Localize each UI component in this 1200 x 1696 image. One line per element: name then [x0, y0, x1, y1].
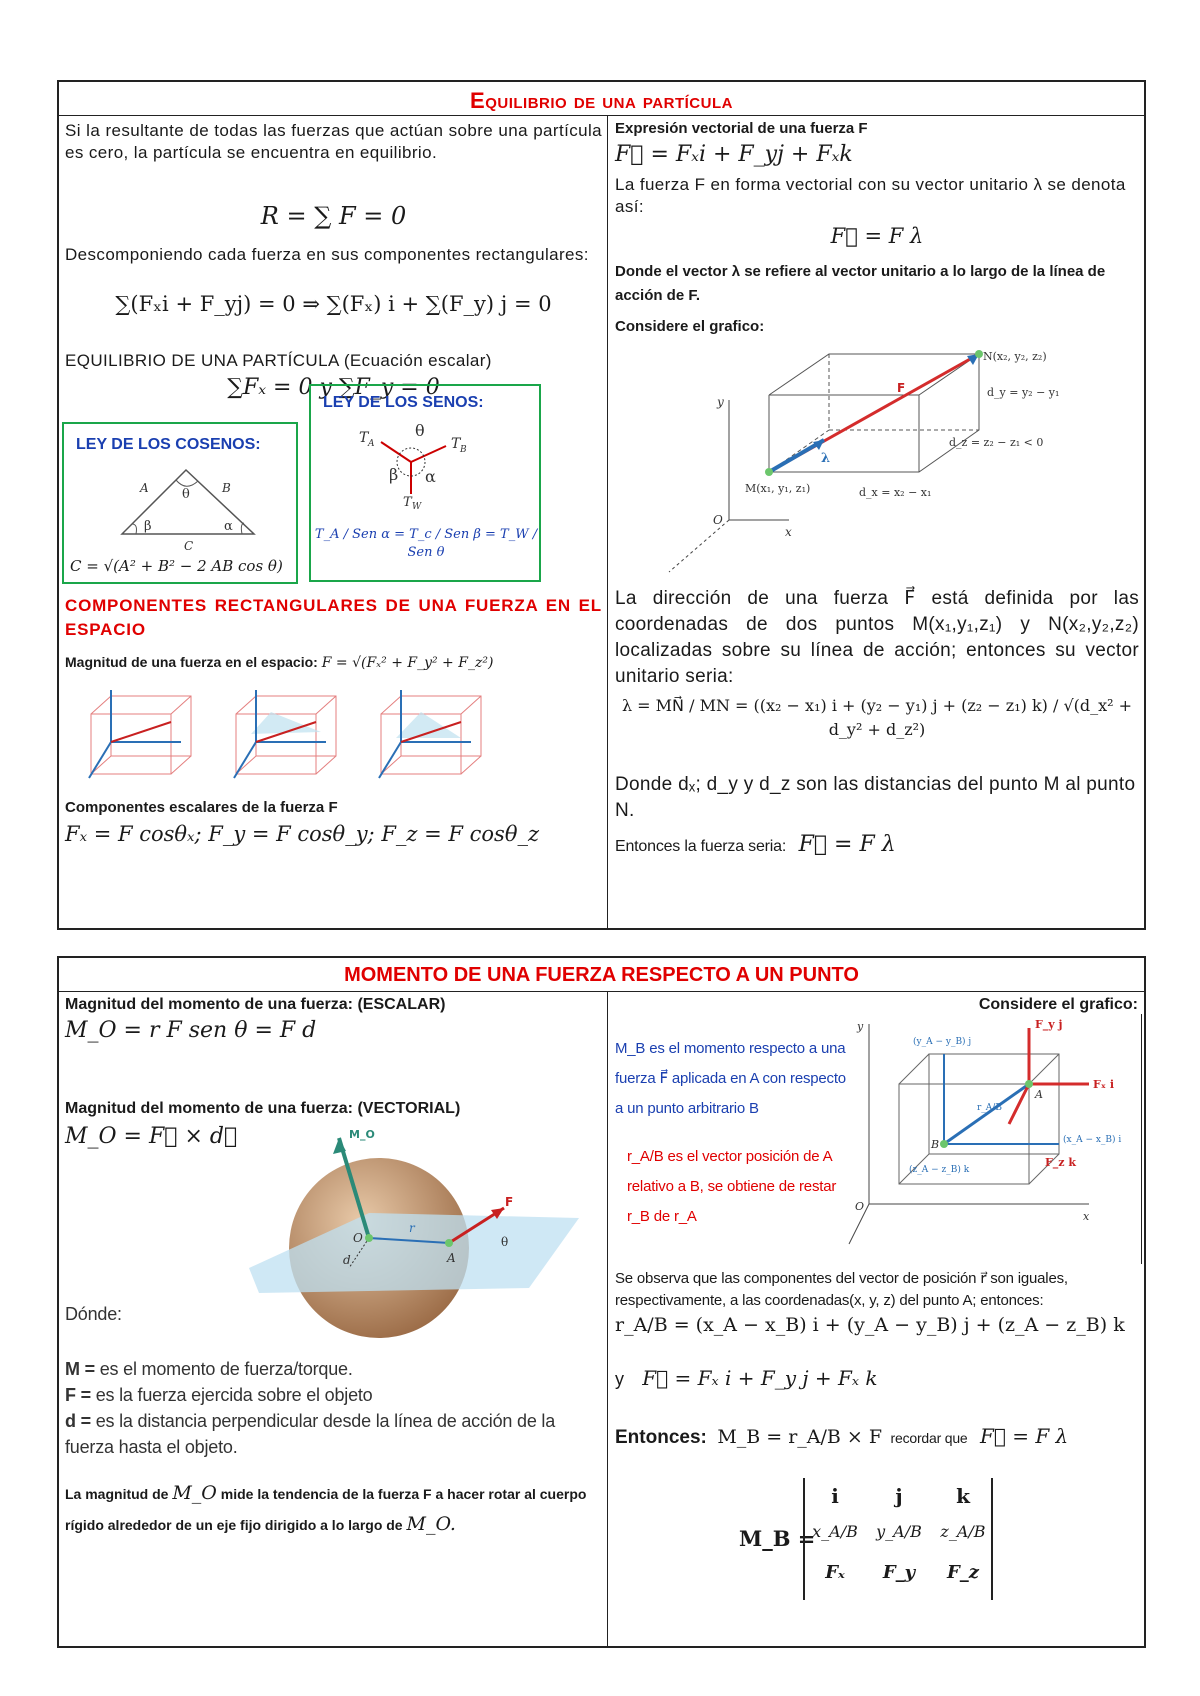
- definition-d: [65, 1408, 602, 1460]
- fig2-yab: (y_A − y_B) j: [913, 1037, 972, 1047]
- magnitud-espacio-text: Magnitud de una fuerza en el espacio:: [65, 654, 318, 670]
- magnitud-espacio-label: [65, 654, 602, 671]
- mb-description: M_B es el momento respecto a una fuerza F⃗ aplicada en A con respecto a un punto arbitrario B: [615, 1040, 846, 1117]
- cosenos-formula: C = √(A² + B² − 2 AB cos θ): [70, 557, 283, 575]
- definitions-list: [65, 1356, 602, 1460]
- dx-label: d_x = x₂ − x₁: [859, 486, 932, 499]
- donde-distancias-text: Donde dₓ; d_y y d_z son las distancias del punto M al punto N.: [615, 774, 1136, 821]
- fig-theta-label: θ: [501, 1235, 509, 1249]
- figure-right-border: [1141, 1014, 1142, 1264]
- componentes-title: COMPONENTES RECTANGULARES DE UNA FUERZA EN EL ESPACIO: [65, 596, 602, 639]
- escalares-formula: Fₓ = F cosθₓ; F_y = F cosθ_y; F_z = F cosθ_z: [65, 822, 540, 846]
- considere-grafico-2: Considere el grafico:: [978, 996, 1138, 1013]
- def-d-val: es la distancia perpendicular desde la línea de acción de la fuerza hasta el objeto.: [65, 1411, 556, 1457]
- magnitud-mo-a: La magnitud de: [65, 1486, 169, 1502]
- section-momento: [57, 956, 1146, 1648]
- section-title-momento: MOMENTO DE UNA FUERZA RESPECTO A UN PUNTO: [344, 964, 859, 986]
- fig2-fzk: F_z k: [1045, 1156, 1077, 1169]
- equation-escalar: ∑Fₓ = 0 y ∑F_y = 0: [227, 375, 440, 400]
- ley-cosenos-box: [62, 422, 298, 584]
- direccion-text: La dirección de una fuerza F⃗ está definida por las coordenadas de dos puntos M(x₁,y₁,z₁) y N(x₂,y₂,z₂) localizadas sobre su línea de acción; entonces su vector unitario seria:: [615, 588, 1139, 687]
- dy-label: d_y = y₂ − y₁: [987, 386, 1060, 399]
- section-equilibrio: [57, 80, 1146, 930]
- det-zab: z_A/B: [940, 1522, 986, 1541]
- sphere-moment-diagram: [249, 1118, 599, 1288]
- equation-componentes: ∑(Fₓi + F_yj) = 0 ⇒ ∑(Fₓ) i + ∑(F_y) j = 0: [115, 292, 552, 316]
- entonces-label: Entonces la fuerza seria:: [615, 838, 787, 855]
- magnitud-mo-b: mide la tendencia de la fuerza F a hacer rotar al cuerpo rígido alrededor de un eje fijo dirigido a lo largo de: [65, 1486, 587, 1533]
- point-n-label: N(x₂, y₂, z₂): [983, 350, 1047, 363]
- det-fy: F_y: [882, 1562, 916, 1583]
- expr-vectorial-label: Expresión vectorial de una fuerza F: [615, 120, 868, 137]
- fig-d-label: d: [343, 1253, 351, 1267]
- fig2-fyj: F_y j: [1035, 1018, 1063, 1031]
- escalar-momento-formula: M_O = r F sen θ = F d: [65, 1018, 317, 1043]
- svg-text:A: A: [368, 439, 375, 449]
- senos-formula: T_A / Sen α = T_c / Sen β = T_W / Sen θ: [314, 527, 538, 560]
- fig2-o: O: [855, 1200, 865, 1213]
- svg-text:α: α: [425, 467, 436, 486]
- det-xab: x_A/B: [812, 1522, 858, 1541]
- def-f-key: F =: [65, 1385, 91, 1405]
- donde-label: Dónde:: [65, 1304, 122, 1324]
- title-divider: [59, 115, 1144, 116]
- fig2-a: A: [1035, 1088, 1043, 1101]
- title-divider-2: [59, 991, 1144, 992]
- fig-a-label: A: [447, 1251, 456, 1265]
- vectorial-momento-label: Magnitud del momento de una fuerza: (VECTORIAL): [65, 1100, 461, 1117]
- component-diagrams: [71, 682, 591, 792]
- mo-label: M_O: [349, 1128, 375, 1141]
- svg-text:B: B: [222, 481, 231, 495]
- svg-text:θ: θ: [182, 487, 190, 502]
- forces-diagram: [351, 414, 491, 512]
- svg-text:T: T: [451, 436, 461, 452]
- definition-m: [65, 1356, 602, 1382]
- svg-text:W: W: [412, 502, 422, 512]
- svg-text:A: A: [140, 481, 149, 495]
- entonces-formula: F⃗ = F λ: [798, 832, 896, 857]
- escalares-label: Componentes escalares de la fuerza F: [65, 799, 338, 816]
- rab-formula: r_A/B = (x_A − x_B) i + (y_A − y_B) j + (z_A − z_B) k: [615, 1314, 1125, 1336]
- fig2-y: y: [857, 1020, 864, 1033]
- equation-resultante: R = ∑ F = 0: [260, 202, 407, 230]
- considere-grafico-1: Considere el grafico:: [615, 318, 765, 335]
- lambda-label: λ: [821, 451, 831, 466]
- recordar-text: recordar que: [890, 1430, 968, 1446]
- expr-vectorial-formula: F⃗ = Fₓi + F_yj + Fₓk: [615, 142, 853, 167]
- magnitud-mo-sym: M_O: [172, 1482, 217, 1504]
- mb-formula: M_B = r_A/B × F: [717, 1426, 883, 1448]
- def-m-key: M =: [65, 1359, 95, 1379]
- svg-text:B: B: [460, 445, 467, 455]
- y-word: y: [615, 1369, 624, 1389]
- intro-text: Si la resultante de todas las fuerzas que actúan sobre una partícula es cero, la partícula se encuentra en equilibrio.: [65, 121, 602, 162]
- column-divider: [607, 115, 608, 928]
- svg-text:C: C: [184, 539, 194, 553]
- rab-description: r_A/B es el vector posición de A relativo a B, se obtiene de restar r_B de r_A: [627, 1148, 837, 1225]
- point-m-label: M(x₁, y₁, z₁): [745, 482, 811, 495]
- escalar-label: EQUILIBRIO DE UNA PARTÍCULA (Ecuación escalar): [65, 351, 492, 370]
- force-f-label: F: [897, 381, 906, 395]
- fig2-rab: r_A/B: [977, 1103, 1002, 1113]
- def-m-val: es el momento de fuerza/torque.: [94, 1359, 353, 1379]
- fig2-x: x: [1083, 1210, 1090, 1223]
- section-title-equilibrio: Equilibrio de una partícula: [470, 88, 733, 113]
- magnitud-mo-sym2: M_O.: [406, 1513, 456, 1535]
- escalar-momento-label: Magnitud del momento de una fuerza: (ESCALAR): [65, 996, 446, 1013]
- fig2-zab: (z_A − z_B) k: [909, 1165, 970, 1175]
- svg-text:T: T: [359, 430, 369, 446]
- cosenos-title: LEY DE LOS COSENOS:: [76, 436, 261, 453]
- observa-text: Se observa que las componentes del vector de posición r⃗ son iguales, respectivamente, a las coordenadas(x, y, z) del punto A; entonces:: [615, 1270, 1068, 1309]
- column-divider-2: [607, 991, 608, 1646]
- svg-text:α: α: [224, 519, 233, 534]
- svg-text:T: T: [403, 495, 412, 510]
- fig-o-label: O: [353, 1231, 363, 1245]
- svg-text:β: β: [144, 519, 152, 534]
- det-yab: y_A/B: [876, 1522, 922, 1541]
- ley-senos-box: [309, 384, 541, 582]
- vectorial-momento-formula: M_O = F⃗ × d⃗: [65, 1124, 238, 1149]
- box-vector-diagram: [649, 340, 1060, 580]
- f-components-formula: F⃗ = Fₓ i + F_y j + Fₓ k: [642, 1366, 878, 1390]
- fig2-xab: (x_A − x_B) i: [1063, 1135, 1122, 1145]
- triangle-diagram: [114, 462, 264, 552]
- def-f-val: es la fuerza ejercida sobre el objeto: [90, 1385, 373, 1405]
- fig2-b: B: [931, 1138, 940, 1151]
- axis-x-label: x: [785, 525, 792, 539]
- mb-row: [615, 1424, 1068, 1449]
- dz-label: d_z = z₂ − z₁ < 0: [949, 436, 1044, 449]
- descomp-text: Descomponiendo cada fuerza en sus componentes rectangulares:: [65, 245, 589, 264]
- magnitud-mo-text: [65, 1478, 602, 1540]
- fig2-fxi: Fₓ i: [1093, 1078, 1115, 1091]
- vector-unitario-formula: F⃗ = F λ: [830, 224, 924, 248]
- vector-unitario-text: La fuerza F en forma vectorial con su vector unitario λ se denota así:: [615, 175, 1126, 216]
- entonces-2-label: Entonces:: [615, 1427, 707, 1448]
- svg-text:β: β: [389, 465, 399, 484]
- det-fz: F_z: [946, 1562, 979, 1583]
- axis-y-label: y: [717, 395, 724, 409]
- def-d-key: d =: [65, 1411, 91, 1431]
- recordar-formula: F⃗ = F λ: [979, 1424, 1069, 1448]
- origin-label: O: [713, 513, 723, 527]
- det-i: i: [831, 1484, 839, 1508]
- fig-r-label: r: [409, 1221, 415, 1235]
- det-k: k: [956, 1484, 970, 1508]
- mb-determinant-label: M_B =: [739, 1526, 816, 1551]
- det-j: j: [895, 1484, 903, 1508]
- fig-f-label: F: [505, 1195, 514, 1209]
- donde-vector-text: Donde el vector λ se refiere al vector unitario a lo largo de la línea de acción de F.: [615, 263, 1106, 304]
- senos-title: LEY DE LOS SENOS:: [323, 394, 484, 411]
- f-components-row: [615, 1366, 877, 1390]
- magnitud-espacio-formula: F = √(Fₓ² + F_y² + F_z²): [321, 655, 494, 671]
- entonces-row: [615, 832, 1139, 857]
- lambda-formula: λ = MN⃗ / MN = ((x₂ − x₁) i + (y₂ − y₁) j + (z₂ − z₁) k) / √(d_x² + d_y² + d_z²): [621, 696, 1133, 739]
- definition-f: [65, 1382, 602, 1408]
- mb-determinant: [803, 1478, 993, 1600]
- svg-text:θ: θ: [415, 421, 425, 440]
- moment-3d-diagram: [849, 1014, 1145, 1254]
- det-fx: Fₓ: [825, 1562, 845, 1583]
